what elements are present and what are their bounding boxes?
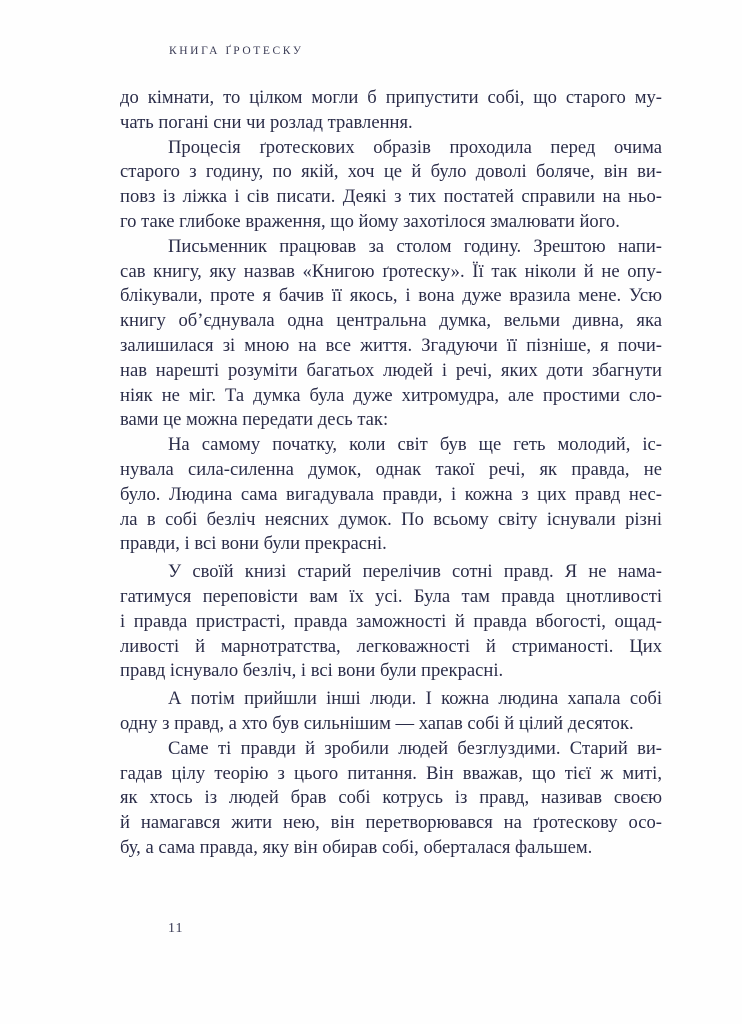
text-line: й намагався жити нею, він перетворювався на ґротескову осо- xyxy=(120,812,662,834)
paragraph xyxy=(120,86,662,136)
text-line: одну з правд, а хто був сильнішим — хапав собі й цілий десяток. xyxy=(120,712,634,734)
page-number: 11 xyxy=(168,921,184,936)
text-line: до кімнати, то цілком могли б припустити собі, що старого му- xyxy=(120,87,662,108)
running-head: КНИГА ҐРОТЕСКУ xyxy=(169,45,304,57)
text-line: залишилася зі мною на все життя. Згадуючи її пізніше, я почи- xyxy=(120,334,662,356)
text-line: блікували, проте я бачив її якось, і вона дуже вразила мене. Усю xyxy=(120,285,662,307)
paragraph xyxy=(120,433,662,557)
text-line: У своїй книзі старий перелічив сотні правд. Я не нама- xyxy=(168,561,662,583)
text-line: правд існувало безліч, і всі вони були прекрасні. xyxy=(120,660,504,682)
paragraph xyxy=(120,235,662,433)
text-line: старого з годину, по якій, хоч це й було доволі боляче, він ви- xyxy=(120,161,662,183)
text-line: чать погані сни чи розлад травлення. xyxy=(120,111,413,133)
text-line: ливості й марнотратства, легковажності й стриманості. Цих xyxy=(120,635,662,657)
text-line: Письменник працював за столом годину. Зрештою напи- xyxy=(168,235,662,257)
text-line: ніяк не міг. Та думка була дуже хитромудра, але простими сло- xyxy=(120,384,662,406)
paragraph xyxy=(120,560,662,684)
text-line: було. Людина сама вигадувала правди, і кожна з цих правд нес- xyxy=(120,483,662,505)
text-line: Саме ті правди й зробили людей безглуздими. Старий ви- xyxy=(168,737,662,759)
body-text xyxy=(120,86,662,861)
text-line: бу, а сама правда, яку він обирав собі, оберталася фальшем. xyxy=(120,836,593,858)
text-line: правди, і всі вони були прекрасні. xyxy=(120,533,387,555)
text-line: ла в собі безліч неясних думок. По всьому світу існували різні xyxy=(120,508,662,530)
text-line: гатимуся переповісти вам їх усі. Була там правда цнотливості xyxy=(120,585,662,607)
text-line: повз із ліжка і сів писати. Деякі з тих постатей справили на ньо- xyxy=(120,186,662,208)
paragraph xyxy=(120,737,662,861)
text-line: го таке глибоке враження, що йому захотілося змалювати його. xyxy=(120,210,620,232)
text-line: як хтось із людей брав собі котрусь із правд, називав своєю xyxy=(120,787,662,809)
paragraph xyxy=(120,687,662,737)
text-line: книгу об’єднувала одна центральна думка, вельми дивна, яка xyxy=(120,310,662,332)
paragraph xyxy=(120,136,662,235)
text-line: нав нарешті розуміти багатьох людей і речі, яких доти збагнути xyxy=(120,359,662,381)
text-line: А потім прийшли інші люди. І кожна людина хапала собі xyxy=(168,688,662,710)
text-line: і правда пристрасті, правда заможності й правда вбогості, ощад- xyxy=(120,610,662,632)
text-line: Процесія ґротескових образів проходила перед очима xyxy=(168,136,662,158)
text-line: вами це можна передати десь так: xyxy=(120,409,389,431)
text-line: гадав цілу теорію з цього питання. Він вважав, що тієї ж миті, xyxy=(120,762,662,784)
text-line: нувала сила-силенна думок, однак такої речі, як правда, не xyxy=(120,458,662,480)
text-line: сав книгу, яку назвав «Книгою ґротеску». Її так ніколи й не опу- xyxy=(120,260,662,282)
text-line: На самому початку, коли світ був ще геть молодий, іс- xyxy=(168,434,662,456)
